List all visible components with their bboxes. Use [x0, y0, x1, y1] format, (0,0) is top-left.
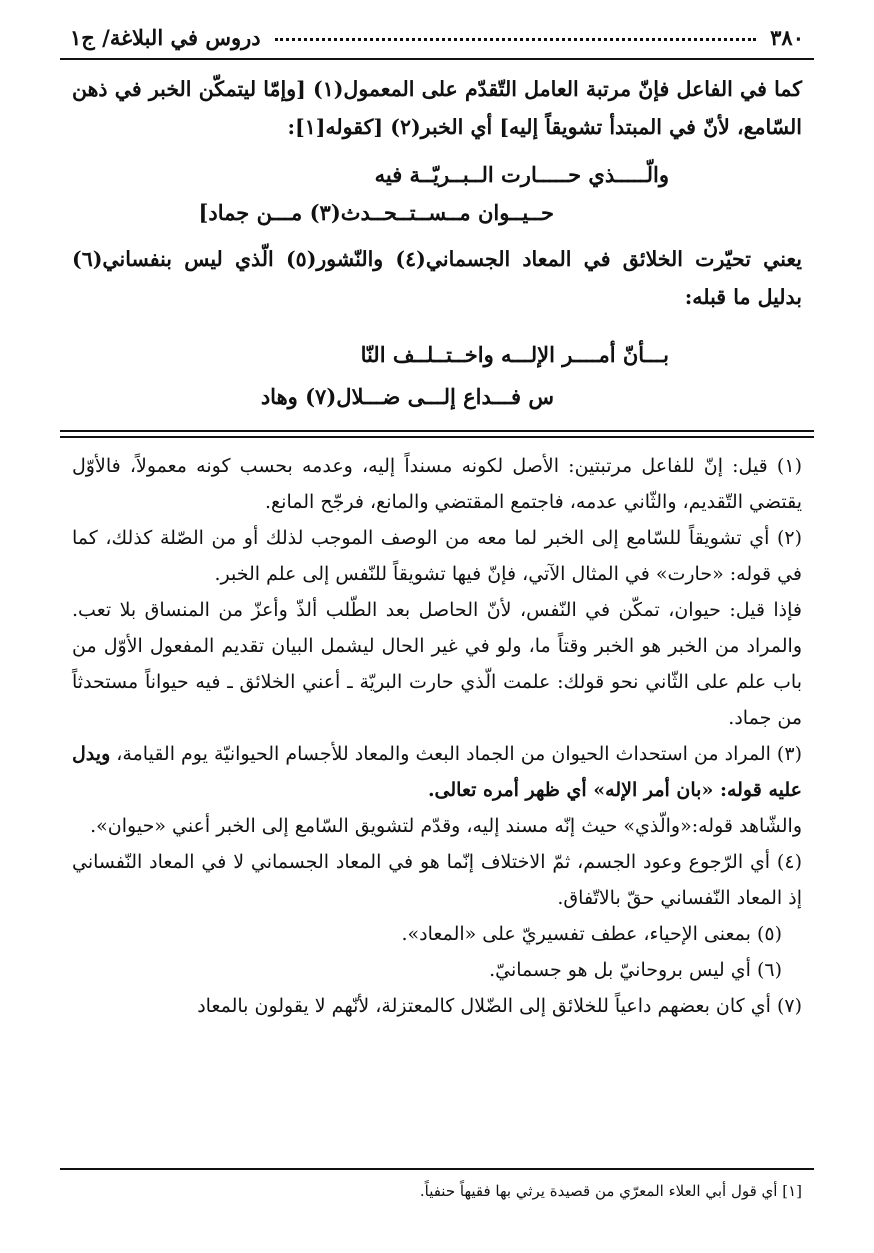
page-number: ٣٨٠ — [770, 24, 804, 50]
verse-2-second-hemistich: س فـــداع إلـــى ضـــلال(٧) وهاد — [260, 384, 554, 409]
note-2b: فإذا قيل: حيوان، تمكّن في النّفس، لأنّ الحاصل بعد الطّلب ألذّ وأعزّ من المنساق بلا تعب. والمراد من الخبر هو الخبر وقتاً ما، ولو في غير الحال ليشمل البيان تقديم المفعول الأوّل من باب علم على الثّاني نحو قولك: علمت الّذي حارت البريّة ـ أعني الخلائق ـ فيه حيواناً مستحدثاً من جماد. — [72, 599, 802, 729]
header-dotted-leader — [275, 38, 757, 41]
verse-2-first-hemistich: بـــأنّ أمــــر الإلـــه واخــتــلــف النّا — [360, 342, 669, 367]
note-3b: والشّاهد قوله:«والّذي» حيث إنّه مسند إليه، وقدّم لتشويق السّامع إلى الخبر أعني «حيوان». — [90, 815, 802, 837]
note-7: (٧) أي كان بعضهم داعياً للخلائق إلى الضّلال كالمعتزلة، لأنّهم لا يقولون بالمعاد — [197, 995, 802, 1017]
note-3a-text: (٣) المراد من استحداث الحيوان من الجماد البعث والمعاد للأجسام الحيوانيّة يوم القيامة، — [116, 743, 802, 765]
footer-note: [١] أي قول أبي العلاء المعرّي من قصيدة يرثي بها فقيهاً حنفياً. — [419, 1182, 802, 1200]
note-5: (٥) بمعنى الإحياء، عطف تفسيريّ على «المعاد». — [401, 923, 782, 945]
main-text — [72, 70, 802, 146]
main-text-2 — [72, 240, 802, 316]
page-header — [70, 22, 804, 52]
book-title: دروس في البلاغة/ ج١ — [70, 24, 261, 50]
header-rule — [60, 58, 814, 60]
verse-1-first-hemistich: والّـــــذي حـــــارت الــبــريّــة فيه — [374, 162, 669, 187]
note-1: (١) قيل: إنّ للفاعل مرتبتين: الأصل لكونه مسنداً إليه، وعدمه بحسب كونه معمولاً، فالأوّل يقتضي التّقديم، والثّاني عدمه، فاجتمع المقتضي والمانع، فرجّح المانع. — [72, 455, 802, 513]
main-paragraph-1: كما في الفاعل فإنّ مرتبة العامل التّقدّم على المعمول(١) [وإمّا ليتمكّن الخبر في ذهن السّامع، لأنّ في المبتدأ تشويقاً إليه] أي الخبر(٢) [كقوله[١]: — [72, 77, 803, 139]
footnote-separator — [60, 430, 814, 438]
note-3a-bold: ويدل عليه قوله: «بان أمر الإله» أي ظهر أمره تعالى. — [72, 743, 802, 801]
footnotes — [72, 448, 802, 1024]
footer-rule — [60, 1168, 814, 1170]
note-2a: (٢) أي تشويقاً للسّامع إلى الخبر لما معه من الوصف الموجب لذلك أو من الصّلة كذلك، كما في قوله: «حارت» في المثال الآتي، فإنّ فيها تشويقاً للنّفس إلى علم الخبر. — [72, 527, 802, 585]
main-paragraph-2: يعني تحيّرت الخلائق في المعاد الجسماني(٤) والنّشور(٥) الّذي ليس بنفساني(٦) بدليل ما قبله: — [72, 247, 802, 309]
note-6: (٦) أي ليس بروحانيّ بل هو جسمانيّ. — [489, 959, 782, 981]
note-4: (٤) أي الرّجوع وعود الجسم، ثمّ الاختلاف إنّما هو في المعاد الجسماني لا في المعاد النّفساني إذ المعاد النّفساني حقّ بالاتّفاق. — [72, 851, 802, 909]
verse-1-second-hemistich: حــيــوان مــســتــحــدث(٣) مـــن جماد] — [198, 200, 554, 225]
note-3a — [72, 736, 802, 808]
